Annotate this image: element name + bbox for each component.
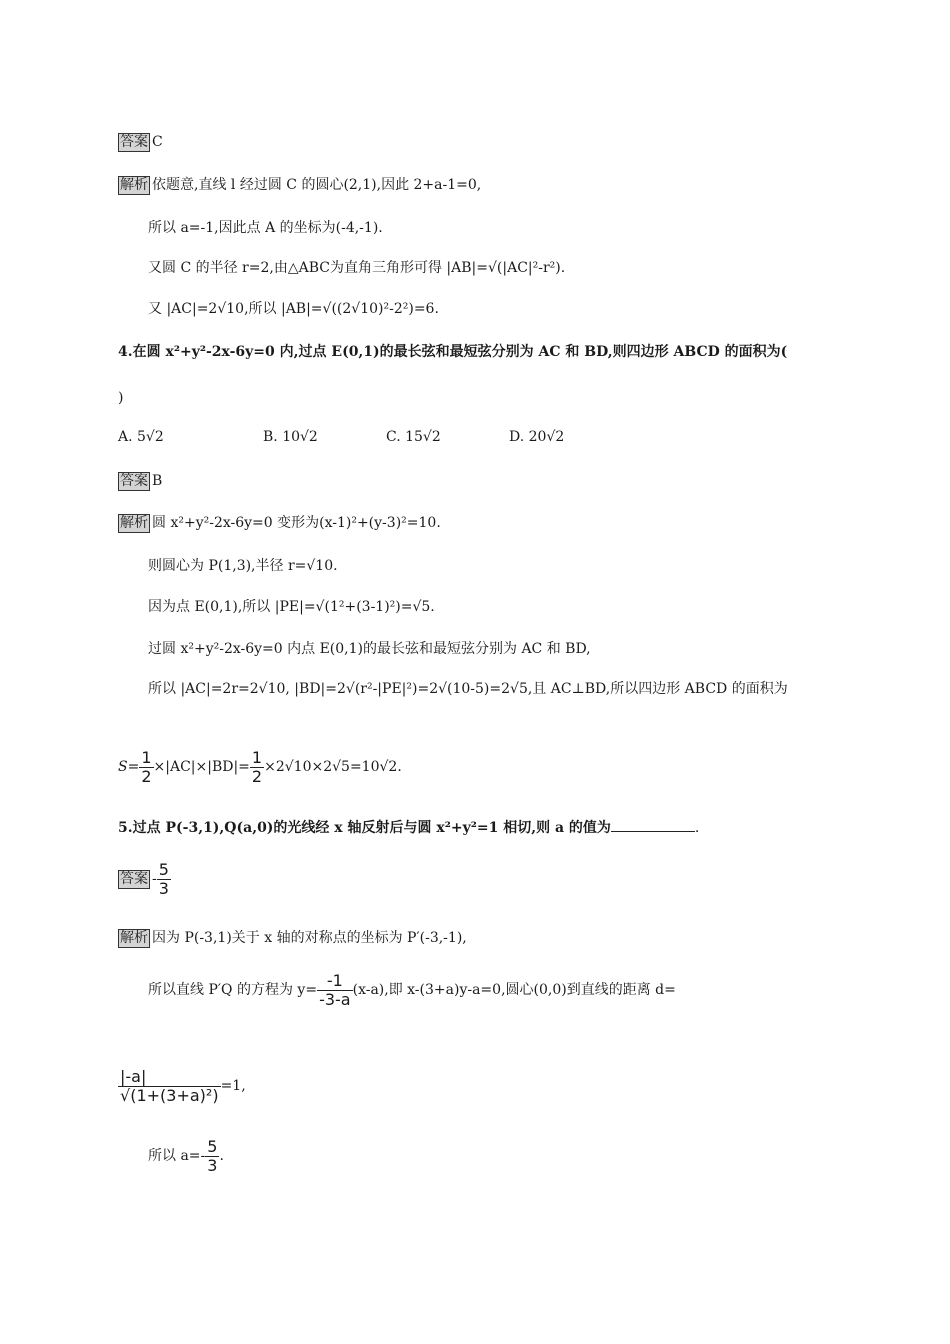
analysis-tag: 解析 (120, 929, 148, 946)
answer-tag: 答案 (120, 870, 148, 887)
q3-answer-line (118, 132, 163, 152)
q4-answer: B (152, 473, 163, 489)
q3-line: 又圆 C 的半径 r=2,由△ABC为直角三角形可得 |AB|=√(|AC|²-r²). (148, 260, 566, 276)
q4-line: 过圆 x²+y²-2x-6y=0 内点 E(0,1)的最长弦和最短弦分别为 AC 和 BD, (148, 641, 591, 657)
q5-answer-fraction (157, 861, 171, 898)
analysis-tag: 解析 (120, 514, 148, 531)
q4-line: 所以 |AC|=2r=2√10, |BD|=2√(r²-|PE|²)=2√(10-5)=2√5,且 AC⊥BD,所以四边形 ABCD 的面积为 (148, 681, 788, 697)
q3-answer: C (152, 134, 163, 150)
q4-line: 因为点 E(0,1),所以 |PE|=√(1²+(3-1)²)=√5. (148, 599, 435, 615)
q5-line2-suffix: (x-a),即 x-(3+a)y-a=0,圆心(0,0)到直线的距离 d= (352, 982, 676, 998)
q3-line: 又 |AC|=2√10,所以 |AB|=√((2√10)²-2²)=6. (148, 301, 439, 317)
q5-analysis-line (118, 928, 467, 948)
half-fraction (250, 749, 264, 786)
q5-distance-line (118, 1064, 246, 1108)
fraction-numerator: -1 (317, 972, 353, 991)
q4-option-c: C. 15√2 (386, 429, 441, 445)
q5-line2-prefix: 所以直线 P′Q 的方程为 y= (148, 982, 318, 998)
q4-answer-line (118, 471, 162, 491)
fraction-denominator: -3-a (319, 989, 351, 1009)
answer-blank (611, 817, 695, 832)
area-mid2: ×2√10×2√5=10√2. (264, 759, 402, 775)
distance-fraction (118, 1068, 221, 1105)
q5-final-suffix: . (219, 1148, 224, 1164)
q5-answer-line (118, 860, 171, 898)
q5-stem-line (118, 817, 699, 838)
fraction-numerator: |-a| (118, 1068, 221, 1087)
slope-fraction (317, 972, 353, 1009)
q5-stem-end: . (694, 820, 700, 836)
q5-line2 (148, 970, 676, 1010)
q4-stem-end: ) (118, 390, 124, 406)
fraction-numerator: 1 (251, 747, 263, 767)
q4-option-b: B. 10√2 (263, 429, 318, 445)
q5-analysis-text: 因为 P(-3,1)关于 x 轴的对称点的坐标为 P′(-3,-1), (152, 930, 467, 946)
q3-analysis-line (118, 175, 481, 195)
q5-stem: 5.过点 P(-3,1),Q(a,0)的光线经 x 轴反射后与圆 x²+y²=1 相切,则 a 的值为 (118, 820, 611, 836)
q5-final-prefix: 所以 a=- (148, 1148, 206, 1164)
q4-analysis-line (118, 513, 441, 533)
fraction-denominator: 3 (207, 1155, 218, 1175)
fraction-denominator: 2 (251, 766, 263, 786)
q4-option-a: A. 5√2 (118, 429, 164, 445)
q3-analysis-text: 依题意,直线 l 经过圆 C 的圆心(2,1),因此 2+a-1=0, (152, 177, 482, 193)
fraction-numerator: 5 (207, 1136, 218, 1156)
fraction-numerator: 1 (141, 747, 152, 767)
answer-tag: 答案 (120, 133, 148, 150)
q3-line: 所以 a=-1,因此点 A 的坐标为(-4,-1). (148, 220, 383, 236)
fraction-denominator: 3 (158, 878, 169, 898)
analysis-tag: 解析 (120, 176, 148, 193)
answer-tag: 答案 (120, 472, 148, 489)
fraction-denominator: √(1+(3+a)²) (120, 1085, 219, 1105)
fraction-numerator: 5 (158, 859, 169, 879)
area-prefix: S= (118, 759, 140, 775)
fraction-denominator: 2 (141, 766, 152, 786)
q4-option-d: D. 20√2 (509, 429, 565, 445)
final-fraction (205, 1138, 219, 1175)
q5-final-line (148, 1136, 224, 1176)
q4-area-line (118, 748, 402, 786)
half-fraction (139, 749, 153, 786)
q4-stem: 4.在圆 x²+y²-2x-6y=0 内,过点 E(0,1)的最长弦和最短弦分别为 AC 和 BD,则四边形 ABCD 的面积为( (118, 344, 788, 360)
q4-analysis-text: 圆 x²+y²-2x-6y=0 变形为(x-1)²+(y-3)²=10. (152, 515, 441, 531)
q5-distance-suffix: =1, (220, 1078, 246, 1094)
q5-answer-sign: - (152, 871, 157, 887)
q4-line: 则圆心为 P(1,3),半径 r=√10. (148, 558, 338, 574)
area-mid1: ×|AC|×|BD|= (153, 759, 250, 775)
